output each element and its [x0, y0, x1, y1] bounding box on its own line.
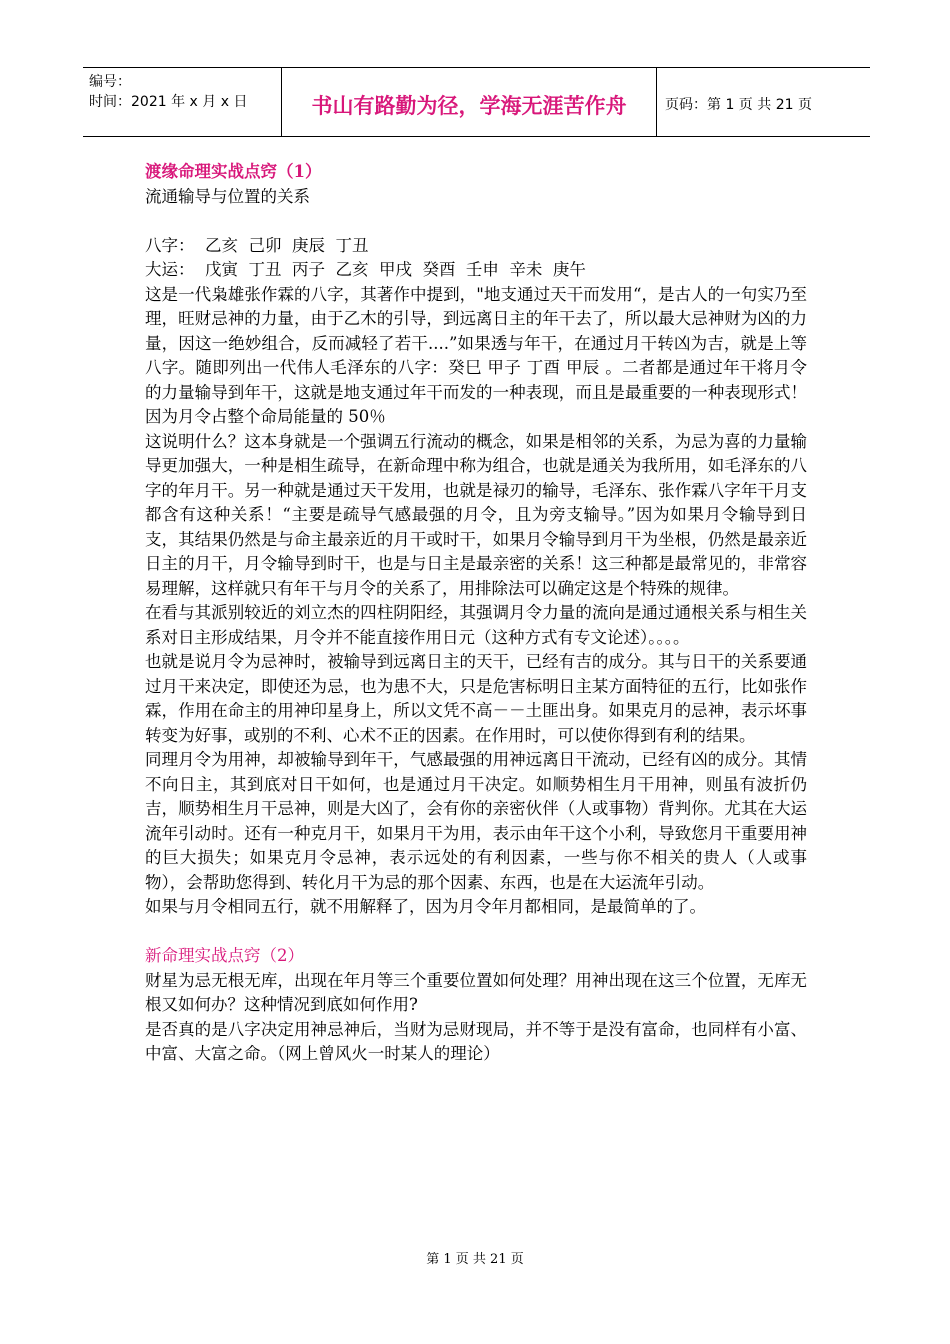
page-footer: 第 1 页 共 21 页: [426, 1252, 524, 1267]
paragraph: 这是一代枭雄张作霖的八字，其著作中提到，"地支通过天干而发用“，是古人的一句实乃至理，旺财忌神的力量，由于乙木的引导，到远离日主的年干去了，所以最大忌神财为凶的力量，因这一绝妙组合，反而减轻了若干....”如果透与年干，在通过月干转凶为吉，就是上等八字。随即列出一代伟人毛泽东的八字：癸巳 甲子 丁酉 甲辰 。二者都是通过年干将月令的力量输导到年干，这就是地支通过年干而发的一种表现，而且是最重要的一种表现形式！因为月令占整个命局能量的 50％: [145, 284, 807, 426]
bazi-line: 八字： 乙亥 己卯 庚辰 丁丑: [145, 235, 369, 255]
paragraph: 如果与月令相同五行，就不用解释了，因为月令年月都相同，是最简单的了。: [145, 897, 706, 916]
paragraph: 也就是说月令为忌神时，被输导到远离日主的天干，已经有吉的成分。其与日干的关系要通过月干来决定，即使还为忌，也为患不大，只是危害标明日主某方面特征的五行，比如张作霖，作用在命主的用神印星身上，所以文凭不高－－土匪出身。如果克月的忌神，表示坏事转变为好事，或别的不利、心术不正的因素。在作用时，可以使你得到有利的结果。: [145, 652, 807, 745]
paragraph: 在看与其派别较近的刘立杰的四柱阴阳经，其强调月令力量的流向是通过通根关系与相生关系对日主形成结果，月令并不能直接作用日元（这种方式有专文论述）。。。。: [145, 603, 807, 647]
header-page-label: 页码：第 1 页 共 21 页: [665, 97, 812, 113]
section-title: 新命理实战点窍（2）: [145, 946, 304, 965]
page-header: [83, 67, 870, 137]
dayun-line: 大运： 戊寅 丁丑 丙子 乙亥 甲戌 癸酉 壬申 辛未 庚午: [145, 260, 586, 279]
spacer: [145, 209, 807, 234]
document-body: [145, 160, 807, 1067]
header-meta: [83, 68, 282, 136]
paragraph: 财星为忌无根无库，出现在年月等三个重要位置如何处理？用神出现在这三个位置，无库无根又如何办？这种情况到底如何作用?: [145, 970, 807, 1014]
header-motto: 书山有路勤为径，学海无涯苦作舟: [282, 68, 657, 136]
paragraph: 是否真的是八字决定用神忌神后，当财为忌财现局，并不等于是没有富命，也同样有小富、中富、大富之命。（网上曾风火一时某人的理论）: [145, 1019, 807, 1063]
paragraph: 这说明什么？这本身就是一个强调五行流动的概念，如果是相邻的关系，为忌为喜的力量输导更加强大，一种是相生疏导，在新命理中称为组合，也就是通关为我所用，如毛泽东的八字的年月干。另一种就是通过天干发用，也就是禄刃的输导，毛泽东、张作霖八字年干月支都含有这种关系！“主要是疏导气感最强的月令，且为旁支输导。”因为如果月令输导到日支，其结果仍然是与命主最亲近的月干或时干，如果月令输导到月干为坐根，仍然是最亲近日主的月干，月令输导到时干，也是与日主是最亲密的关系！这三种都是最常见的，非常容易理解，这样就只有年干与月令的关系了，用排除法可以确定这是个特殊的规律。: [145, 431, 807, 598]
paragraph: 同理月令为用神，却被输导到年干，气感最强的用神远离日干流动，已经有凶的成分。其情不向日主，其到底对日干如何，也是通过月干决定。如顺势相生月干用神，则虽有波折仍吉，顺势相生月干忌神，则是大凶了，会有你的亲密伙伴（人或事物）背判你。尤其在大运流年引动时。还有一种克月干，如果月干为用，表示由年干这个小利，导致您月干重要用神的巨大损失；如果克月令忌神，表示远处的有利因素，一些与你不相关的贵人（人或事物），会帮助您得到、转化月干为忌的那个因素、东西，也是在大运流年引动。: [145, 750, 807, 892]
section-title: 渡缘命理实战点窍（1）: [145, 162, 322, 181]
spacer: [145, 920, 807, 945]
document-date-label: 时间：2021 年 x 月 x 日: [89, 94, 248, 110]
document-number-label: 编号：: [89, 74, 131, 90]
section-subtitle: 流通输导与位置的关系: [145, 186, 310, 206]
